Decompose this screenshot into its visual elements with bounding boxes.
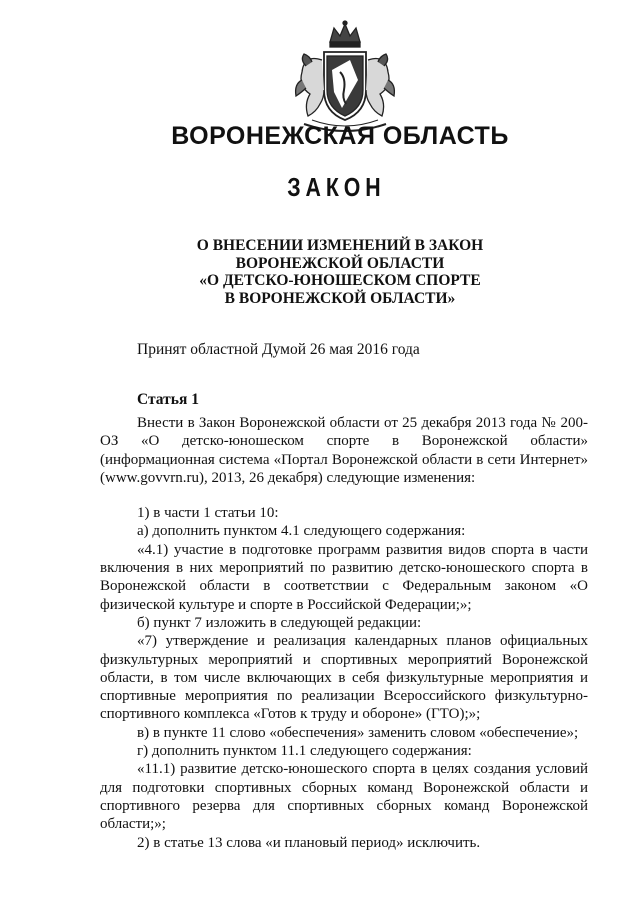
- article-paragraph: «11.1) развитие детско-юношеского спорта в целях создания условий для подготовки спортивных сборных команд Воронежской области и спортивного резерва для спортивных сборных команд Воронежской области;»;: [100, 761, 588, 833]
- article-paragraph: а) дополнить пунктом 4.1 следующего содержания:: [137, 523, 466, 540]
- document-type: ЗАКОН: [287, 172, 386, 202]
- region-title: ВОРОНЕЖСКАЯ ОБЛАСТЬ: [171, 122, 509, 150]
- subject-line: «О ДЕТСКО-ЮНОШЕСКОМ СПОРТЕ: [199, 272, 481, 289]
- subject-line: О ВНЕСЕНИИ ИЗМЕНЕНИЙ В ЗАКОН: [196, 237, 484, 254]
- article-paragraph: б) пункт 7 изложить в следующей редакции:: [137, 614, 422, 631]
- article-paragraph: «4.1) участие в подготовке программ развития видов спорта в части включения в них мероприятий по развитию детско-юношеского спорта в Воронежской области в соответствии с Федеральным законом «О физической культуре и спорте в Российской Федерации;»;: [100, 541, 588, 613]
- article-paragraph: в) в пункте 11 слово «обеспечения» заменить словом «обеспечение»;: [137, 724, 579, 741]
- article-intro: Внести в Закон Воронежской области от 25 декабря 2013 года № 200-ОЗ «О детско-юношеском спорте в Воронежской области» (информационная система «Портал Воронежской области в сети Интернет» (www.govvrn.ru), 2013, 26 декабря) следующие изменения:: [100, 415, 588, 486]
- article-paragraph: 1) в части 1 статьи 10:: [137, 505, 279, 522]
- adoption-note: Принят областной Думой 26 мая 2016 года: [137, 341, 420, 358]
- article-body: [100, 414, 588, 852]
- article-heading: Статья 1: [137, 391, 199, 408]
- subject-line: В ВОРОНЕЖСКОЙ ОБЛАСТИ»: [224, 289, 456, 307]
- article-paragraph: г) дополнить пунктом 11.1 следующего содержания:: [137, 743, 472, 760]
- article-paragraph: «7) утверждение и реализация календарных планов официальных физкультурных мероприятий и спортивных мероприятий Воронежской области, в том числе включающих в себя физкультурные мероприятия и спортивные мероприятия по реализации Всероссийского физкультурно-спортивного комплекса «Готов к труду и обороне» (ГТО);»;: [100, 633, 588, 723]
- coat-of-arms-icon: [290, 20, 400, 138]
- subject-line: ВОРОНЕЖСКОЙ ОБЛАСТИ: [235, 254, 445, 272]
- article-paragraph: 2) в статье 13 слова «и плановый период» исключить.: [137, 834, 481, 851]
- law-subject: [0, 237, 640, 307]
